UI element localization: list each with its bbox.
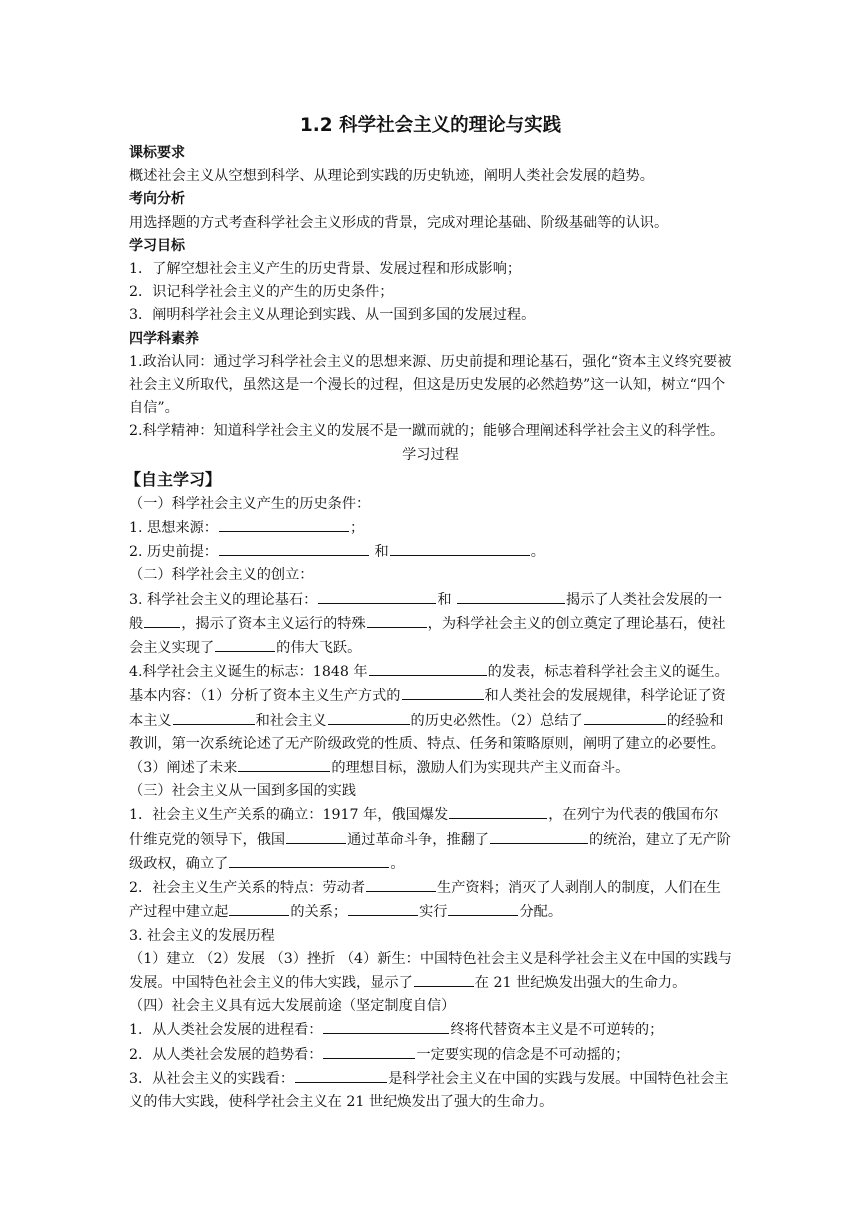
text: （1）建立 （2）发展 （3）挫折 （4）新生：中国特色社会主义是科学社会主义在中国的实践与发展。中国特色社会主义的伟大实践，显示了	[129, 950, 732, 991]
text: 是科学社会主义在中国的实践与发展。中国特色社会主义的伟大实践，使科学社会主义在 21 世纪焕发出了强大的生命力。	[129, 1070, 729, 1110]
zizhu-heading: 【自主学习】	[125, 469, 222, 489]
part3-item3: 3. 社会主义的发展历程	[129, 927, 275, 944]
part2-item3	[129, 588, 732, 661]
text: 和	[369, 544, 389, 561]
part4-heading: （四）社会主义具有远大发展前途（坚定制度自信）	[129, 998, 456, 1015]
fill-blank[interactable]	[414, 971, 474, 987]
fill-blank[interactable]	[457, 588, 565, 604]
text: 的统治，建立了无产阶级政权，确立了	[129, 831, 731, 872]
fill-blank[interactable]	[402, 684, 484, 700]
text: 分配。	[519, 904, 563, 921]
part3-heading: （三）社会主义从一国到多国的实践	[129, 783, 357, 800]
fill-blank[interactable]	[229, 852, 389, 868]
text: 和社会主义	[255, 712, 327, 729]
part3-item2	[129, 876, 732, 924]
fill-blank[interactable]	[238, 756, 330, 772]
text: 2．从人类社会发展的趋势看：	[129, 1046, 323, 1063]
fill-blank[interactable]	[328, 709, 410, 725]
text: 的理想目标，激励人们为实现共产主义而奋斗。	[331, 760, 630, 777]
process-title: 学习过程	[402, 446, 459, 463]
text: 和	[437, 591, 457, 608]
text: ，为科学社会主义的创立奠定了理论基石，使社会主义实现了	[129, 615, 726, 657]
fill-blank[interactable]	[219, 516, 349, 532]
text: 1．从人类社会发展的进程看：	[129, 1022, 323, 1039]
kebiao-text: 概述社会主义从空想到科学、从理论到实践的历史轨迹，阐明人类社会发展的趋势。	[129, 168, 654, 185]
fill-blank[interactable]	[323, 1018, 449, 1034]
suyang-heading: 四学科素养	[129, 330, 199, 347]
text: 一般	[129, 591, 723, 632]
document-page	[125, 112, 732, 1114]
part4-item3	[129, 1067, 732, 1114]
kaoxiang-heading: 考向分析	[129, 191, 185, 208]
suyang-item-2: 2.科学精神：知道科学社会主义的发展不是一蹴而就的；能够合理阐述科学社会主义的科学性。	[129, 423, 725, 440]
text: 1．社会主义生产关系的确立：1917 年，俄国爆发	[129, 807, 449, 824]
page-title: 1.2 科学社会主义的理论与实践	[299, 115, 562, 136]
text: ，揭示了资本主义运行的特殊	[181, 615, 366, 632]
part3-item4	[129, 948, 732, 995]
text: 4.科学社会主义诞生的标志：1848 年	[129, 664, 368, 681]
fill-blank[interactable]	[449, 803, 547, 819]
text: 1. 思想来源：	[129, 520, 218, 537]
part2-heading: （二）科学社会主义的创立：	[129, 567, 314, 584]
text: 的发表，标志着科学社会主义的诞生。基本内容：（1）分析了资本主义生产方式的	[129, 664, 729, 705]
suyang-item-1: 1.政治认同：通过学习科学社会主义的思想来源、历史前提和理论基石，强化“资本主义终究要被社会主义所取代，虽然这是一个漫长的过程，但这是历史发展的必然趋势”这一认知，树立“四个自信”。	[129, 353, 732, 417]
part1-heading: （一）科学社会主义产生的历史条件：	[129, 495, 371, 512]
text: 的关系；	[290, 904, 348, 921]
text: 在 21 世纪焕发出强大的生命力。	[474, 974, 687, 991]
text: ，在列宁为代表的俄国布尔什维克党的领导下，俄国	[129, 807, 719, 848]
mubiao-item: 3．阐明科学社会主义从理论到实践、从一国到多国的发展过程。	[129, 307, 536, 324]
fill-blank[interactable]	[448, 900, 518, 916]
mubiao-heading: 学习目标	[129, 237, 185, 254]
fill-blank[interactable]	[215, 636, 275, 652]
text: 和人类社会的发展规律，科学论证了资本主义	[129, 688, 726, 729]
text: 的历史必然性。（2）总结了	[410, 712, 583, 729]
fill-blank[interactable]	[369, 660, 487, 676]
text: 一定要实现的信念是不可动摇的；	[416, 1046, 630, 1063]
fill-blank[interactable]	[490, 828, 588, 844]
text: 的经验和教训，第一次系统论述了无产阶级政党的性质、特点、任务和策略原则，阐明了建立的必要性。（3）阐述了未来	[129, 712, 725, 777]
fill-blank[interactable]	[318, 588, 436, 604]
part1-line1	[129, 516, 732, 540]
part2-item4	[129, 660, 732, 780]
part3-item1	[129, 803, 732, 876]
text: 2．社会主义生产关系的特点：劳动者	[129, 880, 366, 897]
part4-item2	[129, 1043, 732, 1067]
fill-blank[interactable]	[229, 900, 289, 916]
text: 3．从社会主义的实践看：	[129, 1070, 295, 1087]
text: 揭示了人类社会发展的	[566, 591, 708, 608]
fill-blank[interactable]	[390, 540, 530, 556]
text: 实行	[419, 904, 448, 921]
fill-blank[interactable]	[367, 612, 427, 628]
text: 生产资料；消灭了人剥削人的制度，人们在生产过程中建立起	[129, 880, 721, 921]
fill-blank[interactable]	[295, 1067, 387, 1083]
part1-line2	[129, 540, 732, 564]
fill-blank[interactable]	[584, 709, 666, 725]
fill-blank[interactable]	[366, 876, 436, 892]
text: 通过革命斗争，推翻了	[347, 831, 489, 848]
fill-blank[interactable]	[348, 900, 418, 916]
mubiao-item: 1．了解空想社会主义产生的历史背景、发展过程和形成影响；	[129, 261, 522, 278]
text: ；	[349, 520, 365, 537]
text: 的伟大飞跃。	[276, 640, 362, 657]
fill-blank[interactable]	[219, 540, 369, 556]
fill-blank[interactable]	[286, 828, 346, 844]
kaoxiang-text: 用选择题的方式考查科学社会主义形成的背景，完成对理论基础、阶级基础等的认识。	[129, 214, 669, 231]
fill-blank[interactable]	[144, 612, 180, 628]
text: 终将代替资本主义是不可逆转的；	[450, 1022, 664, 1039]
text: 。	[390, 855, 405, 872]
text: 3. 科学社会主义的理论基石：	[129, 591, 318, 608]
fill-blank[interactable]	[173, 709, 255, 725]
text: 。	[530, 544, 545, 561]
kebiao-heading: 课标要求	[129, 145, 185, 161]
part4-item1	[129, 1018, 732, 1042]
mubiao-item: 2．识记科学社会主义的产生的历史条件；	[129, 284, 394, 301]
text: 2. 历史前提：	[129, 544, 218, 561]
fill-blank[interactable]	[323, 1043, 415, 1059]
